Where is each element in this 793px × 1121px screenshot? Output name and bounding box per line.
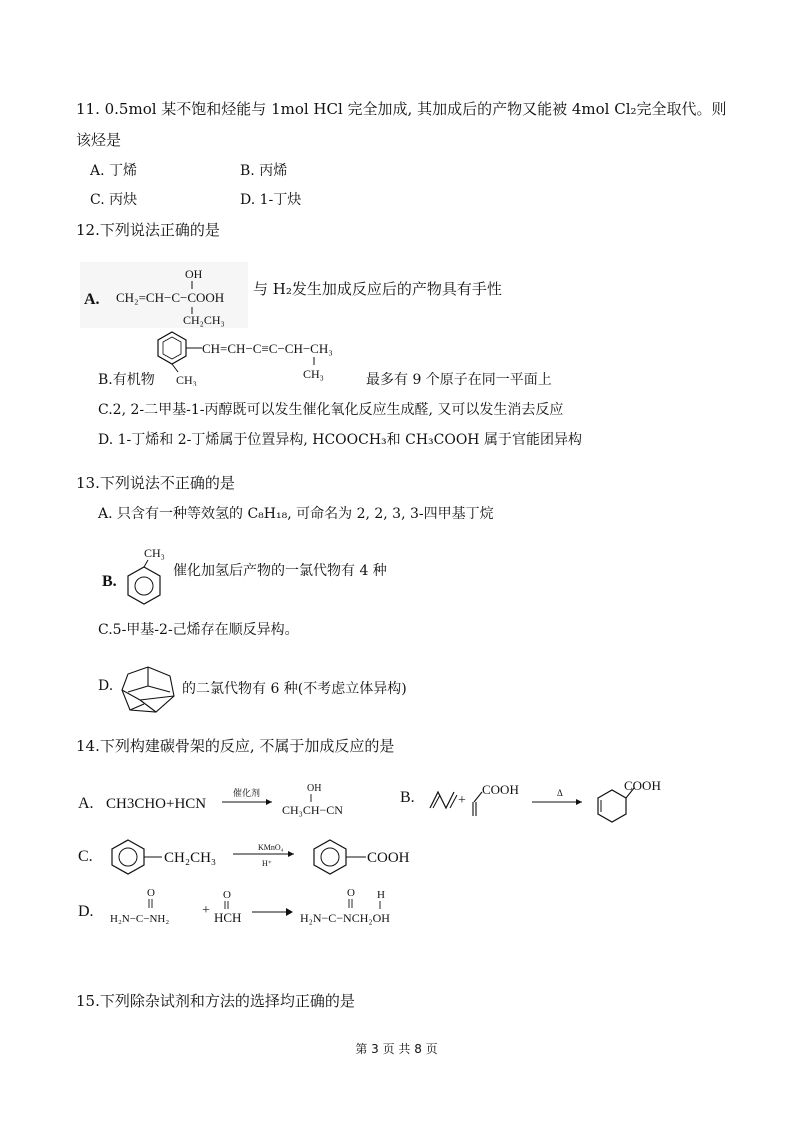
page-footer: 第 3 页 共 8 页 [355,1042,438,1056]
q13-d-label: D. [98,678,114,694]
q13-option-a: A. 只含有一种等效氢的 C₈H₁₈, 可命名为 2, 2, 3, 3-四甲基丁烷 [98,506,494,522]
q12-option-c: C.2, 2-二甲基-1-丙醇既可以发生催化氧化反应生成醛, 又可以发生消去反应 [98,402,564,418]
q14-d-hcho: HCH [214,910,242,925]
q14-c-label: C. [78,848,93,865]
q12-a-structure-box [80,262,248,328]
q12-a-sub: CH₂CH₃ [183,313,225,327]
q14-c-benzene2-circle [321,848,339,866]
q12-a-structure [80,262,248,328]
q12-b-ring-ch3: CH₃ [176,373,197,386]
q14-a-oh: OH [307,783,322,794]
q14-b-cooh1: COOH [482,782,519,797]
q14-b-cooh2: COOH [624,778,661,793]
q13-b-text: 催化加氢后产物的一氯代物有 4 种 [173,563,387,579]
q14-b-arrowhead [576,799,582,805]
q13-b-benzene-circle [135,577,153,595]
q13-d-text: 的二氯代物有 6 种(不考虑立体异构) [182,681,407,697]
q14-d-urea: H₂N−C−NH₂ [110,913,170,925]
q14-c-benzene1 [112,840,144,874]
q14-d-arrowhead [286,908,293,916]
q13-b-ch3: CH₃ [144,546,165,560]
q14-b-reaction [398,774,698,834]
q14-a-catalyst: 催化剂 [233,788,261,798]
q14-c-product: COOH [367,850,410,866]
q14-d-hcho-o: O [223,889,231,901]
q14-d-product-h: H [377,889,385,901]
q11-option-b: B. 丙烯 [240,163,288,179]
q13-b-structure [96,543,176,613]
q12-stem: 12.下列说法正确的是 [76,221,220,239]
q14-a-arrowhead [266,799,272,805]
q11-option-d: D. 1-丁炔 [240,192,302,208]
q14-c-reaction [76,832,436,878]
q12-a-main: CH₂=CH−C−COOH [116,290,225,305]
q14-d-product: H₂N−C−NCH₂OH [300,911,390,925]
q14-d-label: D. [78,903,94,920]
q13-b-benzene-ring [128,567,160,604]
q12-b-chain: CH=CH−C≡C−CH−CH₃ [202,341,333,356]
q12-b-benzene-inner [163,337,181,359]
q11-option-a: A. 丁烯 [90,163,138,179]
q11-line1: 11. 0.5mol 某不饱和烃能与 1mol HCl 完全加成, 其加成后的产物又能被 4mol Cl₂完全取代。则 [76,100,727,118]
q14-c-benzene2 [314,840,346,874]
q11-option-c: C. 丙炔 [90,192,138,208]
q14-b-cyclohexene [598,790,626,822]
q14-a-product: CH₃CH−CN [282,803,343,817]
q12-option-d: D. 1-丁烯和 2-丁烯属于位置异构, HCOOCH₃和 CH₃COOH 属于官能团异构 [98,432,582,448]
q13-b-methyl-bond [144,560,148,567]
q13-option-c: C.5-甲基-2-己烯存在顺反异构。 [98,622,299,638]
q14-d-product-o: O [347,887,355,899]
q14-c-reagent2: H⁺ [262,859,272,868]
q14-c-reagent: KMnO₄ [258,843,284,852]
q14-d-plus: + [202,903,210,918]
q12-a-oh: OH [185,267,203,281]
q13-stem: 13.下列说法不正确的是 [76,474,235,492]
q14-d-urea-o: O [147,887,155,899]
q12-b-methyl-bond [172,364,178,372]
q14-a-reaction [76,778,396,828]
q14-c-substituent: CH₂CH₃ [164,850,217,866]
q12-b-prefix: B.有机物 [98,372,155,388]
q12-b-suffix: 最多有 9 个原子在同一平面上 [366,372,552,388]
q14-b-label: B. [400,789,415,806]
q11-line2: 该烃是 [76,131,122,149]
q14-c-benzene1-circle [119,848,137,866]
q14-stem: 14.下列构建碳骨架的反应, 不属于加成反应的是 [76,737,395,755]
q14-a-reactants: CH3CHO+HCN [106,796,207,812]
q13-b-label: B. [102,573,117,590]
q14-b-delta: Δ [557,788,563,798]
q12-a-label: A. [84,291,100,308]
q14-b-plus: + [458,793,466,808]
q12-b-structure [150,328,370,386]
adamantane-structure [116,664,180,716]
q14-c-arrowhead [288,851,294,857]
q14-d-reaction [76,884,456,938]
q14-b-butadiene-double1 [433,795,440,808]
q14-b-acrylic-link [474,792,482,802]
q12-b-chain-ch3: CH₃ [303,367,324,381]
q14-b-butadiene [430,792,454,808]
q15-stem: 15.下列除杂试剂和方法的选择均正确的是 [76,992,355,1010]
q14-a-label: A. [78,795,94,812]
q12-a-text: 与 H₂发生加成反应后的产物具有手性 [253,280,502,298]
